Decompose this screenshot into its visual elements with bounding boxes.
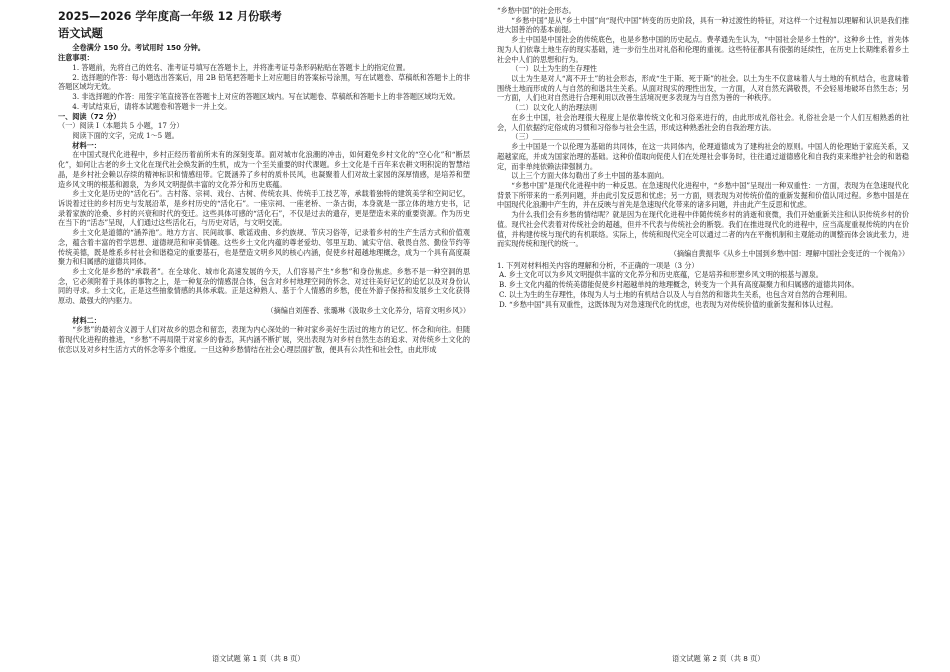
question-1: 1. 下列对材料相关内容的理解和分析，不正确的一项是（3 分） (497, 260, 699, 270)
material-1-source: （摘编自刘莲香、张璐琳《汲取乡土文化养分，培育文明乡风》） (266, 305, 470, 315)
material-2-paragraph: “乡愁”的最初含义源于人们对故乡的思念和留恋，表现为内心深处的一种对家乡美好生活过的地方的记忆、怀念和向往。但随着现代化进程的推进，“乡愁”不再局限于对家乡的眷恋，其内涵不断扩展，突出表现为对乡村自然生态的追求、对传统乡土文化的依恋以及对乡村生活方式的怀念等多个维度。一旦这种乡愁情结在社会心理层面扩散，便具有公共性和社会性，由此形成 (58, 325, 470, 354)
exam-title: 2025—2026 学年度高一年级 12 月份联考 (58, 10, 282, 23)
material-2-paragraph: 乡土中国是中国社会的传统底色，也是乡愁中国的历史起点。费孝通先生认为，“中国社会是乡土性的”。这种乡土性，首先体现为人们依靠土地生存的现实基础，进一步衍生出对礼俗和伦理的重视。这些特征都具有很强的延续性，在历史上长期维系着乡土社会中人们的思想和行为。 (497, 35, 909, 64)
notice-item: 2. 选择题的作答：每小题选出答案后，用 2B 铅笔把答题卡上对应题目的答案标号涂黑，写在试题卷、草稿纸和答题卡上的非答题区域均无效。 (58, 72, 470, 92)
material-2-paragraph: 为什么我们会有乡愁的情结呢？就是因为在现代化进程中伴随传统乡村的消逝和衰微，我们开始重新关注和认识传统乡村的价值。现代社会代表着对传统社会的超越，但并不代表与传统社会的断裂。我们在推进现代化的进程中，应当高度重视传统的内在价值，并构建传统与现代的有机联络。实际上，传统和现代完全可以通过二者的内在平衡机制和主观能动的调整而体会该此张力，进而实现传统和现代的统一。 (497, 210, 909, 249)
section-heading-2: （二）以文化人的治理法则 (511, 103, 597, 113)
page-2-footer: 语文试题 第 2 页（共 8 页） (672, 654, 765, 663)
section-heading-1: （一）以土为生的生存理性 (511, 64, 597, 74)
material-2-paragraph: “乡愁中国”是从“乡土中国”向“现代中国”转变的历史阶段，具有一种过渡性的特征，对这样一个过程加以理解和认识是我们推进大国善治的基本前提。 (497, 15, 909, 35)
page-1-footer: 语文试题 第 1 页（共 8 页） (212, 654, 305, 663)
notice-heading: 注意事项： (58, 53, 94, 63)
material-2-label: 材料二： (72, 315, 101, 325)
page-2 (497, 6, 909, 309)
material-1-label: 材料一： (72, 140, 101, 150)
material-2-paragraph: “乡愁中国”是现代化进程中的一种反思。在急速现代化进程中，“乡愁中国”呈现出一种双重性：一方面，表现为在急速现代化背景下所带来的一系列问题，并由此引发反思和忧虑；另一方面，则表现为对传统价值的重新发掘和价值认同过程。乡愁中国是在中国现代化浪潮中产生的，并在反映与首先是急速现代化带来的诸多问题，并由此产生反思和忧虑。 (497, 180, 909, 210)
notice-item: 1. 答题前，先将自己的姓名、准考证号填写在答题卡上，并将准考证号条形码粘贴在答题卡上的指定位置。 (72, 62, 410, 72)
material-1-paragraph: 乡土文化是道德的“涵养池”。地方方言、民间故事、歌谣戏曲、乡约族规、节庆习俗等，记录着乡村的生产生活方式和价值观念，蕴含着丰富的哲学思想、道德规范和审美情趣。这些乡土文化内蕴的尊老爱幼、邻里互助、诚实守信、敬畏自然、勤俭节约等传统美德，既是维系乡村社会和谐稳定的重要基石，也是塑造文明乡风的核心内涵，促使乡村超越地理概念，成为一个具有高度凝聚力和归属感的道德共同体。 (58, 228, 470, 267)
section-heading: 一、阅读（72 分） (58, 111, 121, 121)
material-1-paragraph: 在中国式现代化进程中，乡村正经历着前所未有的深刻变革。面对城市化浪潮的冲击，如何避免乡村文化的“空心化”和“断层化”，如何让古老的乡土文化在现代社会焕发新的生机，成为一个至关重要的时代课题。乡土文化是千百年来农耕文明积淀的智慧结晶，是乡村社会赖以存续的精神标识和情感纽带。它既涵养了乡村的质朴民风，也凝聚着人们对故土家园的深厚情感，是培养和塑造乡风文明的根基和源泉，为乡风文明提供丰富的文化养分和历史底蕴。 (58, 150, 470, 189)
reading-instruction: 阅读下面的文字，完成 1～5 题。 (72, 130, 179, 140)
notice-item: 4. 考试结束后，请将本试题卷和答题卡一并上交。 (72, 101, 232, 111)
exam-meta: 全卷满分 150 分。考试用时 150 分钟。 (72, 43, 205, 53)
subsection-heading: （一）阅读 Ⅰ（本题共 5 小题，17 分） (58, 121, 184, 131)
question-1-option-a: A. 乡土文化可以为乡风文明提供丰富的文化养分和历史底蕴，它是培养和形塑乡风文明的根基与源泉。 (499, 270, 823, 280)
material-2-paragraph: 在乡土中国，社会治理很大程度上是依靠传统文化和习俗来进行的，由此形成礼俗社会。礼俗社会是一个人们互相熟悉的社会，人们依据约定俗成的习惯和习俗参与社会生活，形成这种熟悉社会的自我治理方法。 (497, 112, 909, 132)
material-2-continued: “乡愁中国”的社会形态。 (497, 6, 576, 15)
material-1-paragraph: 乡土文化是历史的“活化石”。古村落、宗祠、戏台、古树、传统农具、传统手工技艺等，承载着独特的建筑美学和空间记忆，诉说着过往的乡村历史与发展沿革，是乡村历史的“活化石”。一座宗祠、一座老桥、一条古街，本身就是一部立体的地方史书，记录着家族的沧桑、乡村的兴衰和时代的变迁。这些具体可感的“活化石”，不仅是过去的遗存，更是塑造未来的重要资源。作为历史在当下的“活态”呈现，人们通过这些活化石，与历史对话，与文明交流。 (58, 189, 470, 228)
material-2-source: （摘编自黄振华《从乡土中国到乡愁中国：理解中国社会变迁的一个视角》） (669, 248, 909, 258)
material-2-paragraph: 乡土中国是一个以伦理为基础的共同体，在这一共同体内，伦理道德成为了建构社会的原则。中国人的伦理始于家庭关系，又超越家庭，并成为国家治理的基础。这种价值取向促使人们在处理社会事务时，往往通过道德感化和自我约束来维护社会的和谐稳定，而非单纯依赖法律强制力。 (497, 142, 909, 171)
question-1-option-d: D. “乡愁中国”具有双重性，这既体现为对急速现代化的忧虑，也表现为对传统价值的重新发掘和体认过程。 (499, 299, 838, 309)
question-1-option-c: C. 以土为生的生存理性，体现为人与土地的有机结合以及人与自然的和谐共生关系，也包含对自然的合理利用。 (499, 289, 852, 299)
question-1-option-b: B. 乡土文化内蕴的传统美德能促使乡村超越单纯的地理概念，转变为一个具有高度凝聚力和归属感的道德共同体。 (499, 280, 859, 290)
notice-item: 3. 非选择题的作答：用签字笔直接答在答题卡上对应的答题区域内。写在试题卷、草稿纸和答题卡上的非答题区域均无效。 (72, 92, 460, 102)
exam-subtitle: 语文试题 (58, 27, 103, 41)
material-2-paragraph: 以土为生是对人“离不开土”的社会形态，形成“生于斯、死于斯”的社会。以土为生不仅意味着人与土地的有机结合，也意味着围绕土地而形成的人与自然的和谐共生关系。从面对现实的理性出发，一方面，人对自然充满敬畏，不会轻易地破坏自然生态；另一方面，人们也对自然进行合理利用以改善生活境况更多表现为与自然为善的一种秩序。 (497, 74, 909, 103)
section-heading-3: （三）＿＿＿＿＿＿＿＿ (511, 132, 590, 142)
page-1 (58, 6, 470, 354)
material-2-paragraph: 以上三个方面大体勾勒出了乡土中国的基本面向。 (511, 171, 669, 181)
material-1-paragraph: 乡土文化是乡愁的“承载者”。在全球化、城市化高速发展的今天，人们容易产生“乡愁”和身份焦虑。乡愁不是一种空洞的思念，它必须附着于具体的事物之上，是一种复杂的情感混合体，包含对乡村地理空间的怀念、对过往美好记忆的追忆以及对身份认同的寻求。乡土文化，正是这些抽象情感的具体承载。正是这种熟人、基于个人情感的乡愁，使在外游子保持和发展乡土文化获得原动、最强大的内驱力。 (58, 267, 470, 306)
